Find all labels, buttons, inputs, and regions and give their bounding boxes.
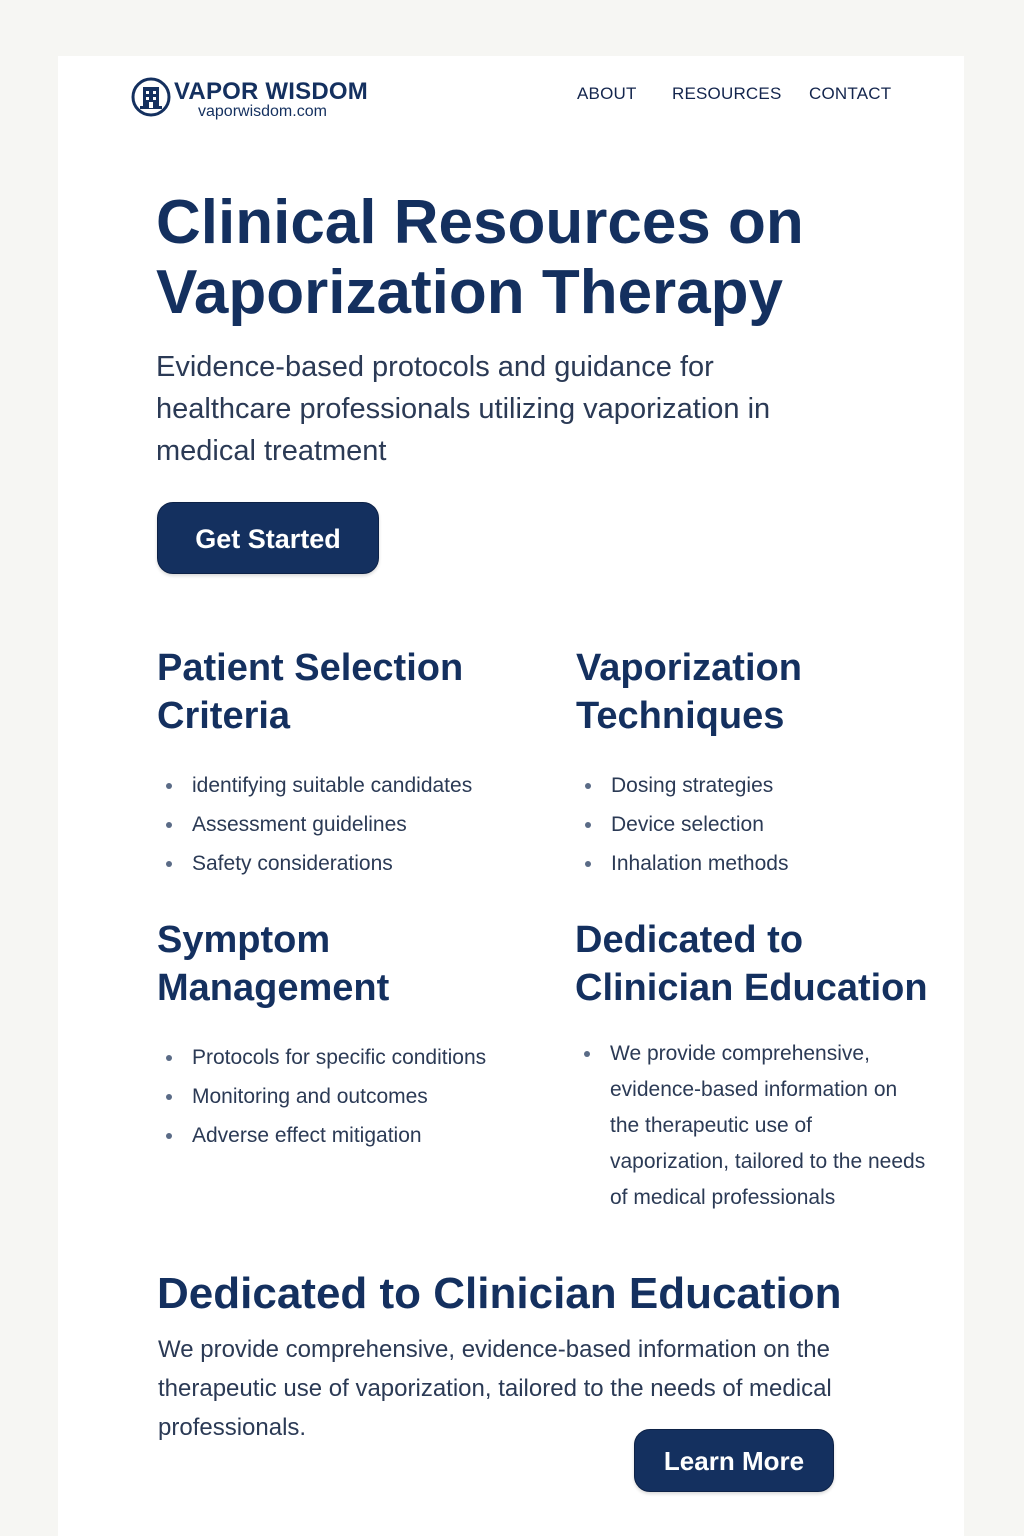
list-item — [157, 1077, 537, 1116]
education-section-title: Dedicated to Clinician Education — [157, 1269, 842, 1318]
bullet-icon — [585, 783, 591, 789]
list-item-text: Inhalation methods — [611, 852, 789, 875]
list-item-text: Protocols for specific conditions — [192, 1046, 487, 1069]
list-item — [157, 1038, 537, 1077]
list-item-text: Safety considerations — [192, 852, 393, 875]
list-item-text: Assessment guidelines — [192, 813, 407, 836]
list-item-text: Monitoring and outcomes — [192, 1085, 428, 1108]
list-item — [576, 805, 956, 844]
list-item-text: Device selection — [611, 813, 764, 836]
bullet-icon — [166, 822, 172, 828]
card-list — [575, 1036, 935, 1216]
card-vaporization-techniques — [576, 644, 956, 883]
page-container — [58, 56, 964, 1536]
card-title: Dedicated to Clinician Education — [575, 919, 928, 1009]
card-title: Patient Selection Criteria — [157, 647, 464, 737]
brand-logo[interactable] — [130, 76, 390, 124]
card-title: Vaporization Techniques — [576, 647, 802, 737]
education-section-text: We provide comprehensive, evidence-based information on the therapeutic use of vaporization, tailored to the needs of medical professionals. — [158, 1336, 832, 1441]
card-title: Symptom Management — [157, 919, 390, 1009]
list-item-text: We provide comprehensive, evidence-based information on the therapeutic use of vaporization, tailored to the needs of medical professionals — [610, 1042, 926, 1209]
card-symptom-management — [157, 916, 537, 1155]
list-item — [157, 805, 537, 844]
get-started-button[interactable]: Get Started — [157, 502, 379, 574]
nav-about-link[interactable]: ABOUT — [577, 84, 637, 103]
card-list — [576, 766, 956, 883]
list-item — [157, 766, 537, 805]
card-list — [157, 1038, 537, 1155]
list-item-text: Dosing strategies — [611, 774, 774, 797]
brand-name: VAPOR WISDOM — [174, 78, 368, 105]
bullet-icon — [585, 861, 591, 867]
hero-title: Clinical Resources on Vaporization Therapy — [156, 188, 804, 327]
hero-subtitle: Evidence-based protocols and guidance for healthcare professionals utilizing vaporization in medical treatment — [156, 351, 771, 467]
list-item — [576, 766, 956, 805]
card-list — [157, 766, 537, 883]
learn-more-button[interactable]: Learn More — [634, 1429, 834, 1492]
list-item-text: identifying suitable candidates — [192, 774, 473, 797]
list-item — [157, 1116, 537, 1155]
nav-contact-link[interactable]: CONTACT — [809, 84, 892, 103]
card-clinician-education — [575, 916, 935, 1216]
brand-domain: vaporwisdom.com — [198, 103, 327, 120]
bullet-icon — [166, 861, 172, 867]
bullet-icon — [166, 1055, 172, 1061]
bullet-icon — [585, 822, 591, 828]
bullet-icon — [166, 783, 172, 789]
bullet-icon — [584, 1051, 590, 1057]
list-item — [576, 844, 956, 883]
list-item-text: Adverse effect mitigation — [192, 1124, 422, 1147]
card-patient-selection — [157, 644, 537, 883]
nav-resources-link[interactable]: RESOURCES — [672, 84, 782, 103]
bullet-icon — [166, 1094, 172, 1100]
bullet-icon — [166, 1133, 172, 1139]
list-item — [157, 844, 537, 883]
list-item — [575, 1036, 930, 1216]
clinic-building-icon — [130, 76, 172, 118]
